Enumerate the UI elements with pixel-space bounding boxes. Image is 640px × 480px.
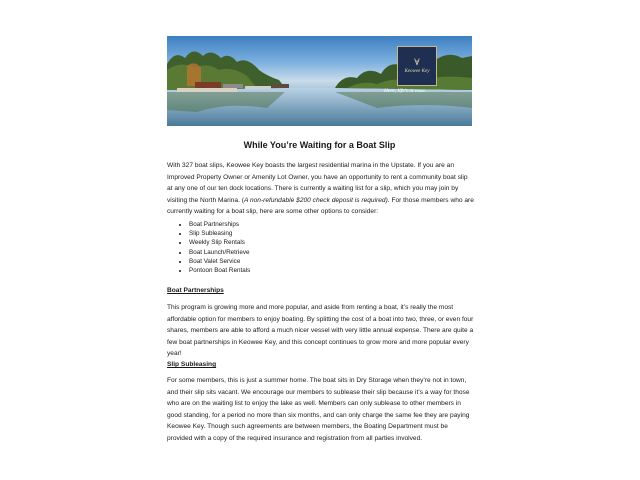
section-heading-boat-partnerships: Boat Partnerships: [167, 287, 224, 294]
keowee-key-logo: [397, 46, 437, 86]
banner-tagline: Here, life's at ease.: [384, 88, 427, 94]
marina-banner-photo: [167, 36, 472, 126]
page-title: While You’re Waiting for a Boat Slip: [243, 140, 396, 150]
list-item: • Weekly Slip Rentals: [189, 238, 250, 247]
intro-deposit-note: A non-refundable $200 check deposit is required): [243, 196, 388, 204]
logo-text: Keowee Key: [404, 68, 430, 74]
intro-paragraph: [167, 160, 474, 218]
logo-emblem-icon: ∀: [414, 57, 420, 68]
section-body-slip-subleasing: For some members, this is just a summer home. The boat sits in Dry Storage when they’re not in town, and their slip sits vacant. We encourage our members to sublease their slip because it’s a way for those who are on the waiting list to enjoy the lake as well. Members can only sublease to other members in good standing, for a period no more than six months, and can only charge the same fee they are paying Keowee Key. Though such agreements are between members, the Boating Department must be provided with a copy of the required insurance and registration from all parties involved.: [167, 377, 470, 442]
options-list: [170, 220, 250, 275]
list-item: • Boat Valet Service: [189, 257, 250, 266]
list-item: • Boat Launch/Retrieve: [189, 248, 250, 257]
section-heading-slip-subleasing: Slip Subleasing: [167, 361, 217, 368]
list-item: • Pontoon Boat Rentals: [189, 266, 250, 275]
intro-text-start: With 327 boat slips, Keowee Key boasts the largest residential marina in the Upstate. If you are an Improved Property Owner or Amenity Lot Owner, you have an opportunity to rent a community boat slip at any one of our ten dock locations. There is currently a waiting list for a slip, which you may join by visiting the North Marina. (: [167, 162, 468, 204]
list-item: • Slip Subleasing: [189, 229, 250, 238]
intro-text-end: . For those members who are currently waiting for a boat slip, here are some other options to consider:: [167, 196, 474, 216]
list-item: • Boat Partnerships: [189, 220, 250, 229]
section-body-boat-partnerships: This program is growing more and more popular, and aside from renting a boat, it’s really the most affordable option for members to enjoy boating. By splitting the cost of a boat into two, three, or even four shares, members are able to afford a much nicer vessel with very little annual expense. There are quite a few boat partnerships in Keowee Key, and this concept continues to grow more and more popular every year!: [167, 304, 474, 358]
